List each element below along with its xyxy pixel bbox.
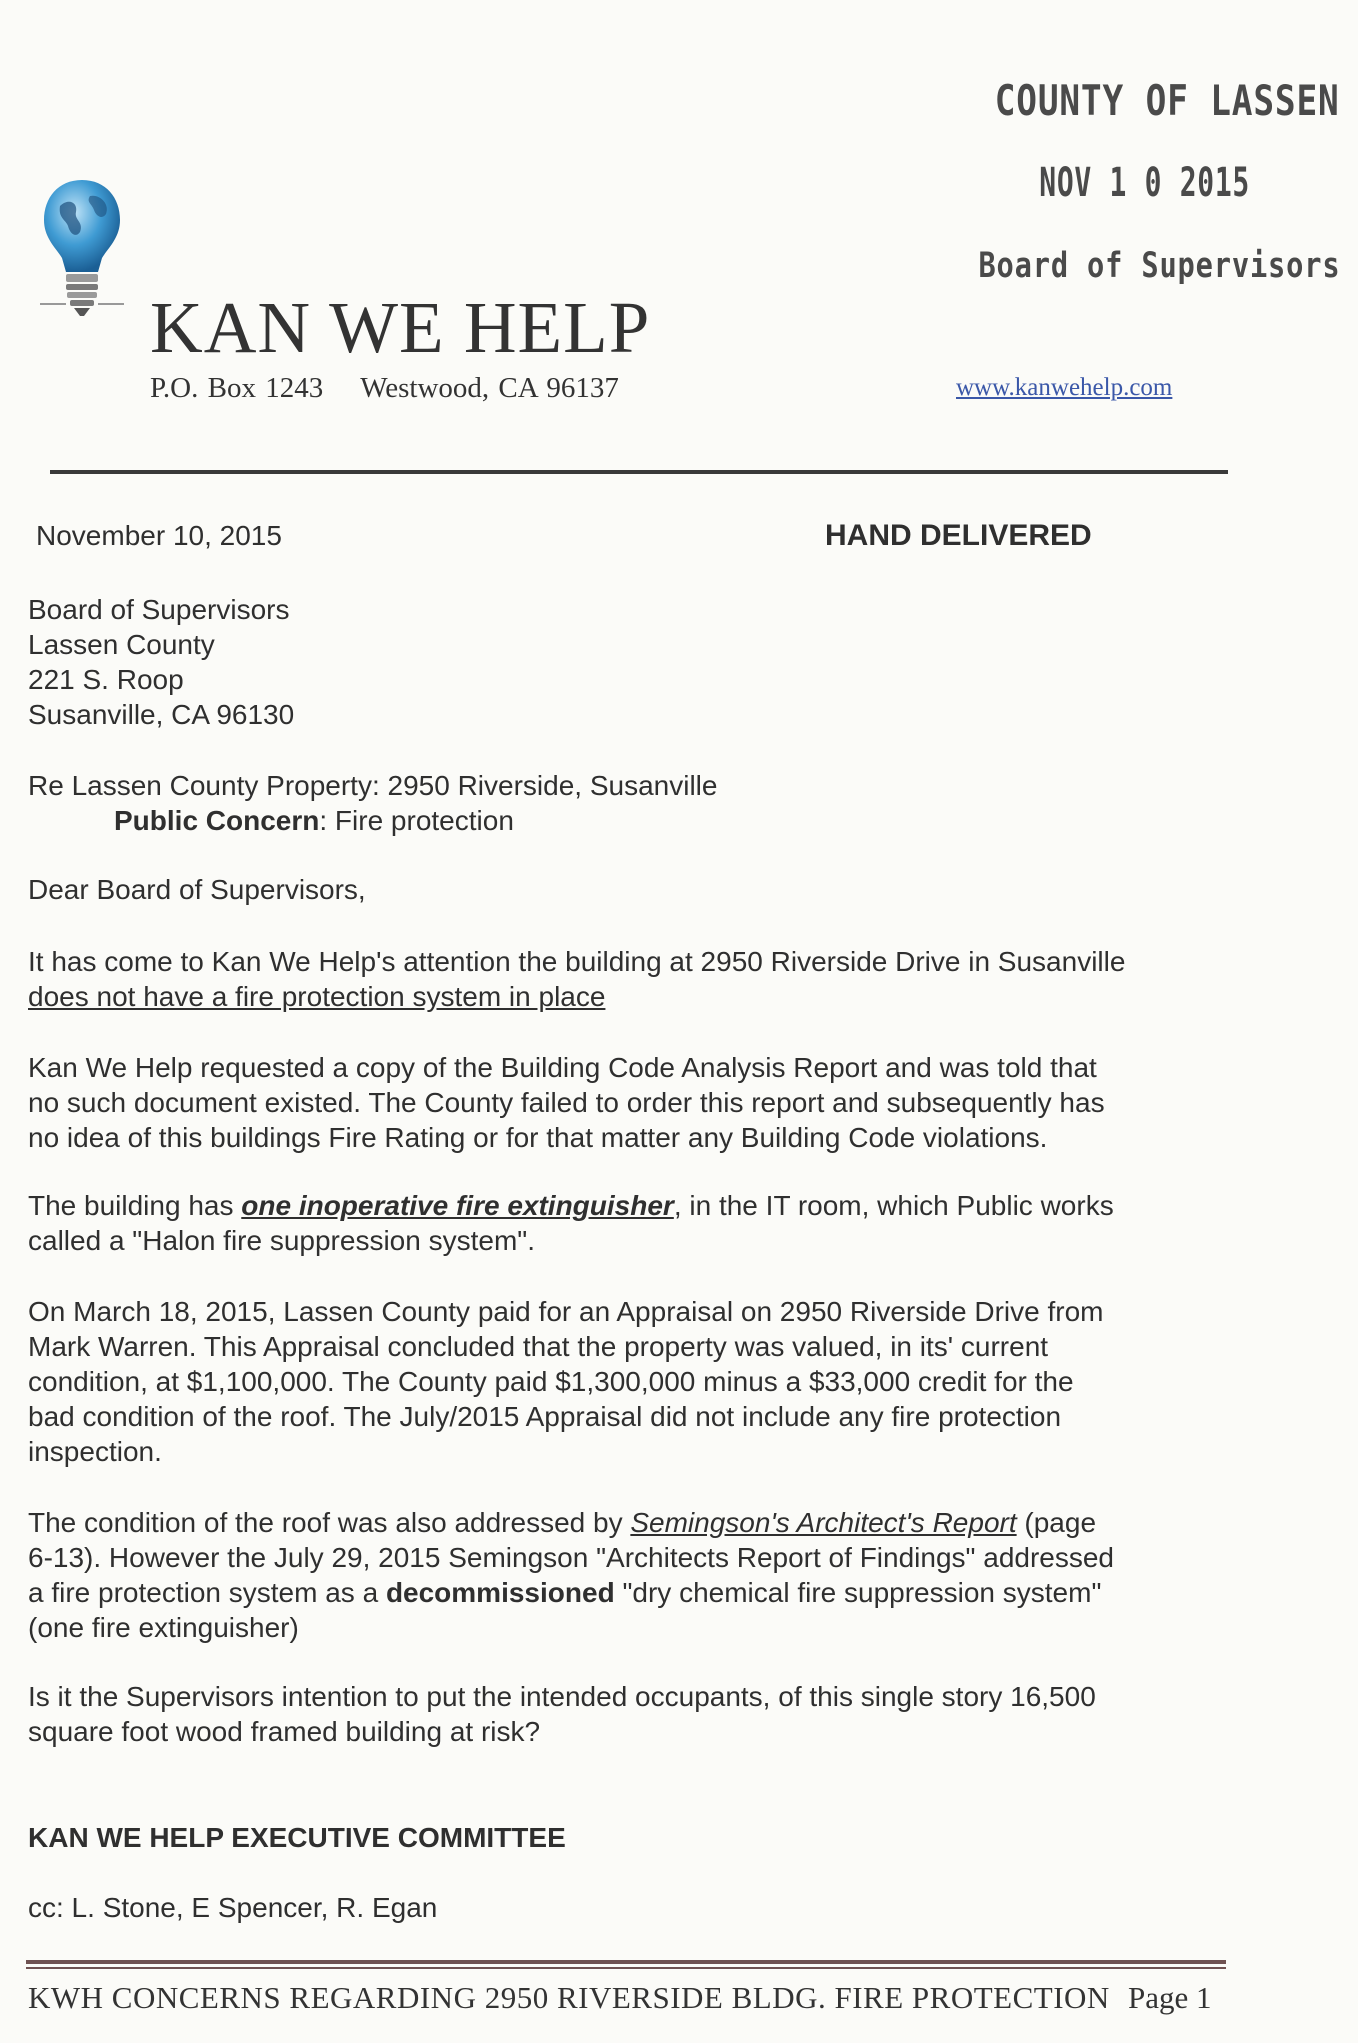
report-title: Semingson's Architect's Report <box>630 1507 1017 1538</box>
text-run: The building has <box>28 1190 242 1221</box>
emphasis-text: one inoperative fire extinguisher <box>241 1190 674 1221</box>
text-run: , in the IT room, which Public works <box>673 1190 1114 1221</box>
stamp-county: COUNTY OF LASSEN <box>995 76 1340 125</box>
paragraph <box>28 1294 1103 1469</box>
org-name: KAN WE HELP <box>150 287 651 368</box>
subject-line: Re Lassen County Property: 2950 Riverside, Susanville <box>28 770 718 801</box>
text-line: no such document existed. The County failed to order this report and subsequently has <box>28 1087 1105 1118</box>
paragraph <box>28 1188 1114 1258</box>
text-run: "dry chemical fire suppression system" <box>614 1577 1102 1608</box>
text-run: The condition of the roof was also addressed by <box>28 1507 631 1538</box>
text-line: no idea of this buildings Fire Rating or for that matter any Building Code violations. <box>28 1122 1048 1153</box>
text-line: Mark Warren. This Appraisal concluded that the property was valued, in its' current <box>28 1331 1049 1362</box>
text-line: square foot wood framed building at risk? <box>28 1716 541 1747</box>
text-line: bad condition of the roof. The July/2015 Appraisal did not include any fire protection <box>28 1401 1062 1432</box>
recipient-address <box>28 592 294 732</box>
cc-list: cc: L. Stone, E Spencer, R. Egan <box>28 1892 438 1923</box>
address-line: Susanville, CA 96130 <box>28 699 295 730</box>
footer-title: KWH CONCERNS REGARDING 2950 RIVERSIDE BLDG. FIRE PROTECTION <box>28 1980 1110 2015</box>
stamp-board: Board of Supervisors <box>978 246 1340 286</box>
footer-divider <box>26 1960 1226 1964</box>
paragraph <box>28 1679 1096 1749</box>
header-divider <box>50 470 1228 474</box>
paragraph <box>28 1050 1105 1155</box>
text-line: Is it the Supervisors intention to put the intended occupants, of this single story 16,500 <box>28 1681 1096 1712</box>
text-line: inspection. <box>28 1436 162 1467</box>
underlined-text: does not have a fire protection system in place <box>28 981 606 1012</box>
globe-lightbulb-icon <box>40 176 124 326</box>
po-box: P.O. Box 1243 <box>150 372 324 404</box>
footer-divider <box>26 1967 1226 1969</box>
signature: KAN WE HELP EXECUTIVE COMMITTEE <box>28 1822 566 1853</box>
text-line: On March 18, 2015, Lassen County paid for an Appraisal on 2950 Riverside Drive from <box>28 1296 1104 1327</box>
address-line: Board of Supervisors <box>28 594 290 625</box>
text-line: (one fire extinguisher) <box>28 1612 299 1643</box>
letter-date: November 10, 2015 <box>36 520 282 551</box>
salutation: Dear Board of Supervisors, <box>28 874 366 905</box>
address-line: Lassen County <box>28 629 215 660</box>
subject-block <box>28 768 717 838</box>
concern-value: : Fire protection <box>319 805 514 836</box>
paragraph <box>28 1505 1114 1645</box>
org-city: Westwood, CA 96137 <box>360 372 619 404</box>
delivery-method: HAND DELIVERED <box>825 519 1092 552</box>
bold-text: decommissioned <box>385 1577 615 1608</box>
text-line <box>28 1505 1114 1540</box>
text-line: condition, at $1,100,000. The County paid $1,300,000 minus a $33,000 credit for the <box>28 1366 1074 1397</box>
text-line: Kan We Help requested a copy of the Building Code Analysis Report and was told that <box>28 1052 1097 1083</box>
text-line: called a "Halon fire suppression system". <box>28 1225 535 1256</box>
concern-line <box>28 803 717 838</box>
text-run: (page <box>1016 1507 1097 1538</box>
text-line: 6-13). However the July 29, 2015 Semingson "Architects Report of Findings" addressed <box>28 1542 1114 1573</box>
stamp-date: NOV 1 0 2015 <box>1039 160 1250 206</box>
text-line <box>28 1575 1114 1610</box>
concern-label: Public Concern <box>114 805 320 836</box>
paragraph <box>28 944 1125 1014</box>
text-line: It has come to Kan We Help's attention the building at 2950 Riverside Drive in Susanville <box>28 946 1126 977</box>
text-line <box>28 1188 1114 1223</box>
text-run: a fire protection system as a <box>28 1577 386 1608</box>
address-line: 221 S. Roop <box>28 664 184 695</box>
website-link[interactable]: www.kanwehelp.com <box>956 374 1173 401</box>
page-number: Page 1 <box>1128 1980 1212 2015</box>
org-address <box>150 372 619 405</box>
